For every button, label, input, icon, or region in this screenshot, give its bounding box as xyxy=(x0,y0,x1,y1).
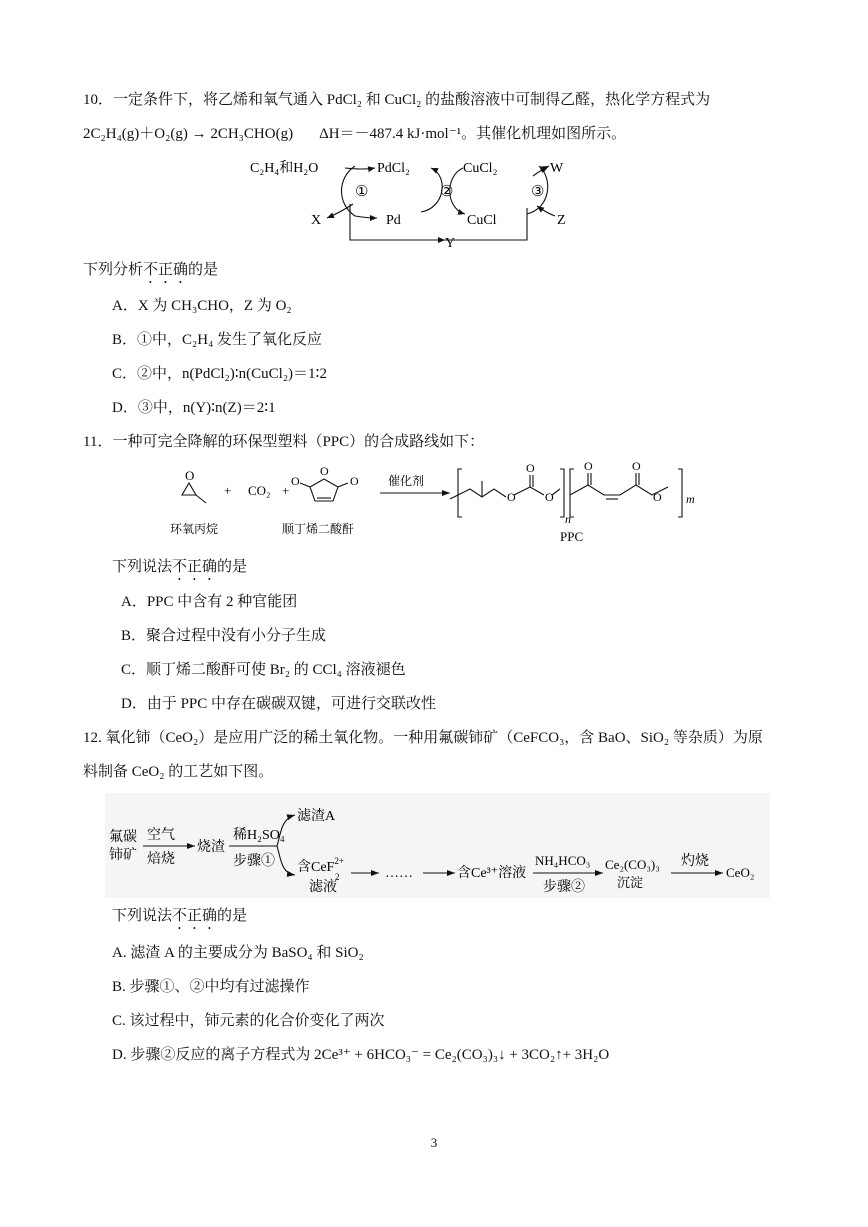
q11-ask-key: 不正确 xyxy=(172,559,218,575)
epoxide-o: O xyxy=(185,468,195,483)
q10-ask-pre: 下列分析 xyxy=(83,262,144,278)
arc-cycle-2-left xyxy=(421,168,442,212)
ppc-o-2: O xyxy=(545,490,554,504)
anhydride-o-ring: O xyxy=(320,464,329,478)
q12-stem-line2: 料制备 CeO₂ 的工艺如下图。 xyxy=(83,764,274,780)
roast-label: 焙烧 xyxy=(147,852,175,867)
q10-equation xyxy=(83,124,626,144)
ppc-o-3: O xyxy=(526,461,535,475)
ore-label-1: 氟碳 xyxy=(109,830,137,845)
nh4hco3-label: NH₄HCO₃ xyxy=(535,853,591,868)
plus-2: + xyxy=(282,483,290,498)
filtrate-word: 滤液 xyxy=(309,880,337,895)
arc-cycle-1 xyxy=(342,166,356,216)
residue-a-label: 滤渣A xyxy=(297,809,336,824)
page-number: 3 xyxy=(430,1135,438,1150)
label-z: Z xyxy=(557,213,566,228)
slag-label: 烧渣 xyxy=(197,840,225,855)
acid-label: 稀H₂SO₄ xyxy=(233,828,285,843)
label-cucl2: CuCl₂ xyxy=(463,161,498,176)
q10-enthalpy: ΔH＝－487.4 kJ·mol⁻¹。其催化机理如图所示。 xyxy=(319,126,627,142)
ppc-o-5: O xyxy=(632,459,641,473)
label-step-1: ① xyxy=(355,184,369,200)
q10-ask xyxy=(83,260,218,287)
arrow-from-z xyxy=(537,206,555,216)
filtrate-charge: 2+ xyxy=(334,856,344,866)
q12-ask xyxy=(112,906,247,933)
label-step-2: ② xyxy=(440,184,454,200)
ce3-solution-label: 含Ce³⁺溶液 xyxy=(457,866,527,881)
step2-label: 步骤② xyxy=(543,880,585,895)
label-y: Y xyxy=(445,236,456,251)
anhydride-o-right: O xyxy=(350,474,359,488)
q10-stem-line1: 10．一定条件下，将乙烯和氧气通入 PdCl₂ 和 CuCl₂ 的盐酸溶液中可制得乙醛，热化学方程式为 xyxy=(83,92,711,108)
q10-ask-key: 不正确 xyxy=(143,262,189,278)
label-pd: Pd xyxy=(386,213,401,228)
q10-option-a: A．X 为 CH₃CHO，Z 为 O₂ xyxy=(112,298,292,314)
cycle-1 xyxy=(327,166,377,218)
arrow-to-pd xyxy=(355,216,377,218)
ppc-o-1: O xyxy=(507,490,516,504)
label-w: W xyxy=(550,161,564,176)
q12-ask-pre: 下列说法 xyxy=(112,908,173,924)
q11-ask xyxy=(112,557,247,584)
q11-option-a: A．PPC 中含有 2 种官能团 xyxy=(121,594,298,610)
product-label: CeO₂ xyxy=(726,865,755,880)
y-loop-line xyxy=(350,204,527,240)
q11-option-b: B．聚合过程中没有小分子生成 xyxy=(121,628,327,644)
anhydride-o-left: O xyxy=(291,474,300,488)
q12-option-b: B. 步骤①、②中均有过滤操作 xyxy=(112,979,310,995)
q10-equation-text: 2C₂H₄(g)＋O₂(g) → 2CH₃CHO(g) xyxy=(83,126,294,142)
q10-ask-post: 的是 xyxy=(188,262,219,278)
q11-option-c: C．顺丁烯二酸酐可使 Br₂ 的 CCl₄ 溶液褪色 xyxy=(121,662,406,678)
epoxide-structure xyxy=(182,483,206,503)
filtrate-subscript: 2 xyxy=(335,872,340,882)
catalyst-label: 催化剂 xyxy=(388,474,425,488)
co2-label: CO₂ xyxy=(248,483,271,498)
calcine-label: 灼烧 xyxy=(681,854,709,869)
q12-stem-line1: 12. 氧化铈（CeO₂）是应用广泛的稀土氧化物。一种用氟碳铈矿（CeFCO₃，含 BaO、SiO₂ 等杂质）为原 xyxy=(83,730,763,746)
q11-stem: 11．一种可完全降解的环保型塑料（PPC）的合成路线如下： xyxy=(83,434,485,450)
label-x: X xyxy=(311,213,322,228)
ppc-o-6: O xyxy=(653,490,662,504)
ppc-n: n xyxy=(565,512,571,526)
plus-1: + xyxy=(224,483,232,498)
filtrate-cef: 含CeF xyxy=(297,860,335,875)
q10-option-b: B．①中，C₂H₄ 发生了氧化反应 xyxy=(112,332,323,348)
q12-process-flow xyxy=(105,793,770,898)
label-reactant: C₂H₄和H₂O xyxy=(250,161,319,176)
q11-synthesis-diagram xyxy=(160,455,720,550)
air-label: 空气 xyxy=(147,828,175,843)
anhydride-label: 顺丁烯二酸酐 xyxy=(282,522,355,536)
ppc-label: PPC xyxy=(560,529,584,544)
dots-label: …… xyxy=(385,866,413,881)
epoxide-label: 环氧丙烷 xyxy=(170,522,219,536)
q12-ask-key: 不正确 xyxy=(172,908,218,924)
q11-ask-post: 的是 xyxy=(217,559,248,575)
carbonate-label: Ce₂(CO₃)₃ xyxy=(605,857,660,872)
q10-option-d: D．③中，n(Y)∶n(Z)＝2∶1 xyxy=(112,400,276,416)
label-step-3: ③ xyxy=(531,184,545,200)
precipitate-label: 沉淀 xyxy=(617,875,644,890)
arrow-reactant-to-pdcl2 xyxy=(345,168,375,169)
ppc-m: m xyxy=(686,492,695,506)
ppc-o-4: O xyxy=(584,459,593,473)
step1-label: 步骤① xyxy=(233,854,275,869)
q11-option-d: D．由于 PPC 中存在碳碳双键，可进行交联改性 xyxy=(121,696,437,712)
q12-option-a: A. 滤渣 A 的主要成分为 BaSO₄ 和 SiO₂ xyxy=(112,945,364,961)
q11-ask-pre: 下列说法 xyxy=(112,559,173,575)
arrow-to-filtrate xyxy=(277,846,295,875)
label-pdcl2: PdCl₂ xyxy=(377,161,410,176)
q10-option-c: C．②中，n(PdCl₂)∶n(CuCl₂)＝1∶2 xyxy=(112,366,327,382)
ore-label-2: 铈矿 xyxy=(109,848,137,863)
q12-option-c: C. 该过程中，铈元素的化合价变化了两次 xyxy=(112,1013,385,1029)
q12-ask-post: 的是 xyxy=(217,908,248,924)
ppc-structure xyxy=(450,469,682,517)
q10-mechanism-diagram xyxy=(245,150,585,255)
anhydride-structure xyxy=(300,479,348,501)
q12-option-d: D. 步骤②反应的离子方程式为 2Ce³⁺ + 6HCO₃⁻ = Ce₂(CO₃)₃↓ + 3CO₂↑+ 3H₂O xyxy=(112,1047,610,1063)
label-cucl: CuCl xyxy=(467,213,497,228)
